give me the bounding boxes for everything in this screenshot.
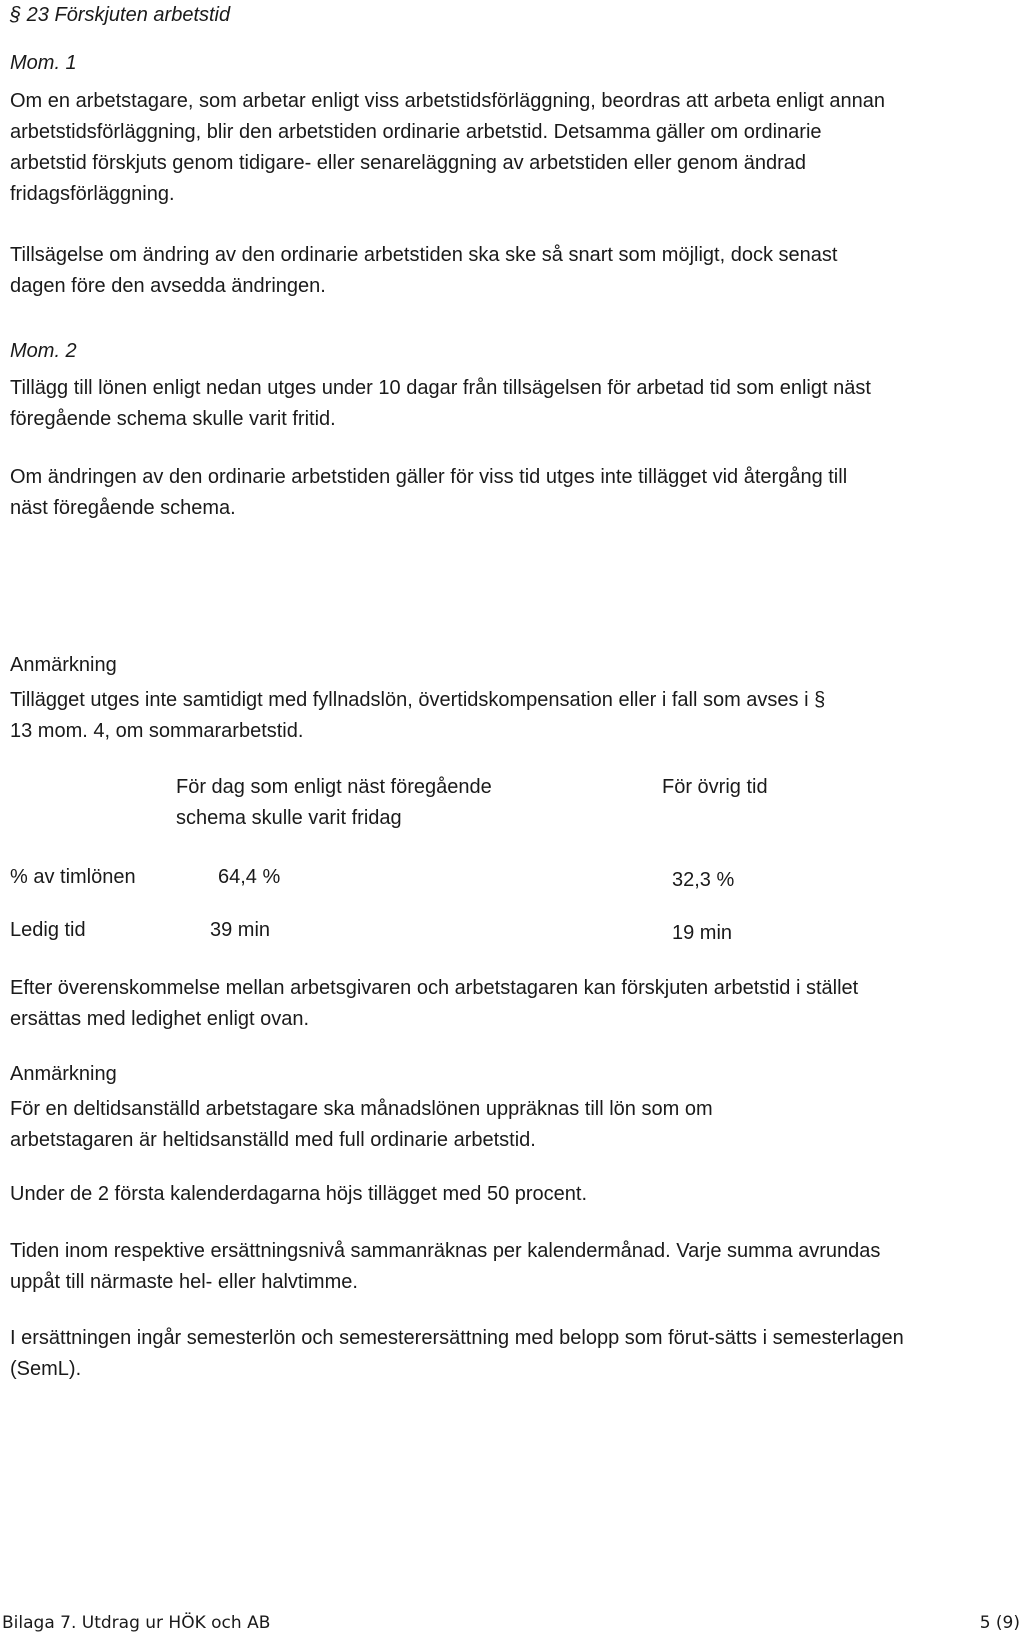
table-cell-col2: 19 min [672,922,733,944]
footer-document-title: Bilaga 7. Utdrag ur HÖK och AB [2,1613,271,1633]
table-row-label: % av timlönen [10,866,136,888]
footer-page-number: 5 (9) [979,1613,1020,1633]
table-header-col2: För övrig tid [662,776,768,798]
table-cell-col2: 32,3 % [672,869,735,891]
after-table-paragraph: Efter överenskommelse mellan arbetsgivaren och arbetstagaren kan förskjuten arbetstid i stället ersättas med ledighet enligt ovan. [10,977,859,1030]
table-row-label: Ledig tid [10,919,86,941]
note2-title: Anmärkning [10,1063,117,1085]
section-heading: § 23 Förskjuten arbetstid [10,4,231,26]
mom2-paragraph-1: Tillägg till lönen enligt nedan utges under 10 dagar från tillsägelsen för arbetad tid som enligt näst föregående schema skulle varit fritid. [10,377,871,430]
mom2-paragraph-2: Om ändringen av den ordinarie arbetstiden gäller för viss tid utges inte tillägget vid återgång till näst föregående schema. [10,466,848,519]
vacation-paragraph: I ersättningen ingår semesterlön och semesterersättning med belopp som förut-sätts i semesterlagen (SemL). [10,1327,904,1380]
mom1-paragraph-1: Om en arbetstagare, som arbetar enligt viss arbetstidsförläggning, beordras att arbeta enligt annan arbetstidsförläggning, blir den arbetstiden ordinarie arbetstid. Detsamma gäller om ordinarie arbetstid förskjuts genom tidigare- eller senareläggning av arbetstiden eller genom ändrad fridagsförläggning. [10,90,885,205]
mom1-heading: Mom. 1 [10,52,77,74]
mom1-paragraph-2: Tillsägelse om ändring av den ordinarie arbetstiden ska ske så snart som möjligt, dock senast dagen före den avsedda ändringen. [10,244,838,297]
table-cell-col1: 64,4 % [218,866,281,888]
rounding-paragraph: Tiden inom respektive ersättningsnivå sammanräknas per kalendermånad. Varje summa avrundas uppåt till närmaste hel- eller halvtimme. [10,1240,881,1293]
first-days-paragraph: Under de 2 första kalenderdagarna höjs tillägget med 50 procent. [10,1183,588,1205]
table-cell-col1: 39 min [210,919,271,941]
note1-text: Tillägget utges inte samtidigt med fyllnadslön, övertidskompensation eller i fall som avses i § 13 mom. 4, om sommararbetstid. [10,689,826,742]
mom2-heading: Mom. 2 [10,340,77,362]
note1-title: Anmärkning [10,654,117,676]
note2-text: För en deltidsanställd arbetstagare ska månadslönen uppräknas till lön som om arbetstagaren är heltidsanställd med full ordinarie arbetstid. [10,1098,713,1151]
table-header-col1: För dag som enligt näst föregående schema skulle varit fridag [176,776,492,829]
